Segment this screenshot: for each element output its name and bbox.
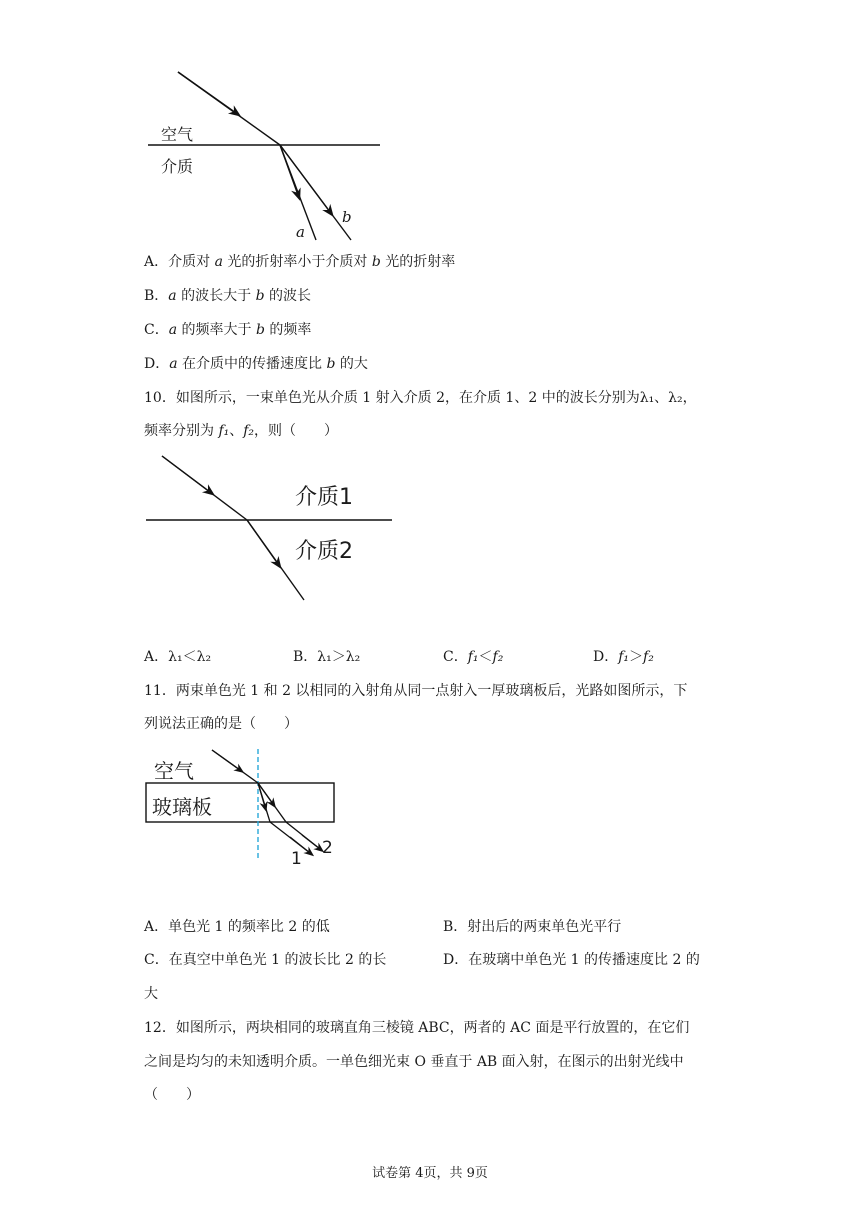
q12-stem-line3: （ ） bbox=[144, 1087, 200, 1103]
q9-ray-b-arrow bbox=[280, 145, 330, 212]
q9-ray-a-label: a bbox=[296, 223, 305, 241]
q10-refracted-arrow bbox=[247, 520, 278, 564]
q10-option-d[interactable]: D．f₁＞f₂ bbox=[593, 649, 654, 665]
q11-figure bbox=[140, 745, 360, 875]
q11-stem-line1: 11．两束单色光 1 和 2 以相同的入射角从同一点射入一厚玻璃板后，光路如图所示，下 bbox=[144, 683, 688, 699]
q11-ray-2-exit-arrow bbox=[302, 835, 320, 849]
q9-option-c[interactable]: C．a 的频率大于 b 的频率 bbox=[144, 322, 312, 338]
q10-medium1-label: 介质1 bbox=[295, 485, 353, 510]
q11-ray-2-label: 2 bbox=[322, 838, 333, 858]
q10-stem-line1: 10．如图所示，一束单色光从介质 1 射入介质 2，在介质 1、2 中的波长分别为λ₁、λ₂， bbox=[144, 390, 697, 406]
q12-stem-line1: 12．如图所示，两块相同的玻璃直角三棱镜 ABC，两者的 AC 面是平行放置的，在它们 bbox=[144, 1020, 690, 1036]
q10-option-b[interactable]: B．λ₁＞λ₂ bbox=[293, 649, 361, 665]
q11-option-a[interactable]: A．单色光 1 的频率比 2 的低 bbox=[144, 919, 330, 935]
page-footer: 试卷第 4页，共 9页 bbox=[372, 1166, 488, 1181]
q10-incident-arrow bbox=[162, 456, 210, 492]
q10-figure bbox=[140, 448, 410, 608]
q10-option-c[interactable]: C．f₁＜f₂ bbox=[443, 649, 504, 665]
q10-option-a[interactable]: A．λ₁＜λ₂ bbox=[144, 649, 212, 665]
q11-option-b[interactable]: B．射出后的两束单色光平行 bbox=[443, 919, 622, 935]
q9-incident-arrow bbox=[178, 72, 236, 113]
q10-medium2-label: 介质2 bbox=[295, 539, 353, 564]
q9-ray-a-arrow bbox=[280, 145, 298, 195]
q12-stem-line2: 之间是均匀的未知透明介质。一单色细光束 O 垂直于 AB 面入射，在图示的出射光线中 bbox=[144, 1054, 684, 1070]
q10-stem-line2: 频率分别为 f₁、f₂，则（ ） bbox=[144, 423, 339, 439]
q9-medium-label: 介质 bbox=[161, 157, 194, 176]
q11-ray-1-label: 1 bbox=[291, 849, 302, 869]
q11-ray-2-arrow bbox=[258, 783, 273, 804]
q9-figure bbox=[140, 60, 400, 245]
q11-option-c[interactable]: C．在真空中单色光 1 的波长比 2 的长 bbox=[144, 952, 387, 968]
q11-stem-line2: 列说法正确的是（ ） bbox=[144, 716, 298, 732]
q9-option-d[interactable]: D．a 在介质中的传播速度比 b 的大 bbox=[144, 356, 368, 372]
q11-air-label: 空气 bbox=[154, 759, 194, 783]
q11-option-d[interactable]: D．在玻璃中单色光 1 的传播速度比 2 的 bbox=[443, 952, 700, 968]
q9-refraction-diagram bbox=[140, 60, 400, 245]
q10-refraction-diagram bbox=[140, 448, 410, 608]
q9-option-a[interactable]: A．介质对 a 光的折射率小于介质对 b 光的折射率 bbox=[144, 254, 456, 270]
q11-incident-arrow bbox=[212, 750, 240, 770]
q11-ray-1-arrow bbox=[258, 783, 265, 807]
q9-ray-b-label: b bbox=[342, 208, 352, 226]
q9-option-b[interactable]: B．a 的波长大于 b 的波长 bbox=[144, 288, 311, 304]
q9-air-label: 空气 bbox=[161, 125, 194, 144]
q11-option-d-continued: 大 bbox=[144, 986, 158, 1002]
q11-glass-label: 玻璃板 bbox=[152, 795, 212, 819]
q11-ray-2-path bbox=[258, 783, 320, 849]
